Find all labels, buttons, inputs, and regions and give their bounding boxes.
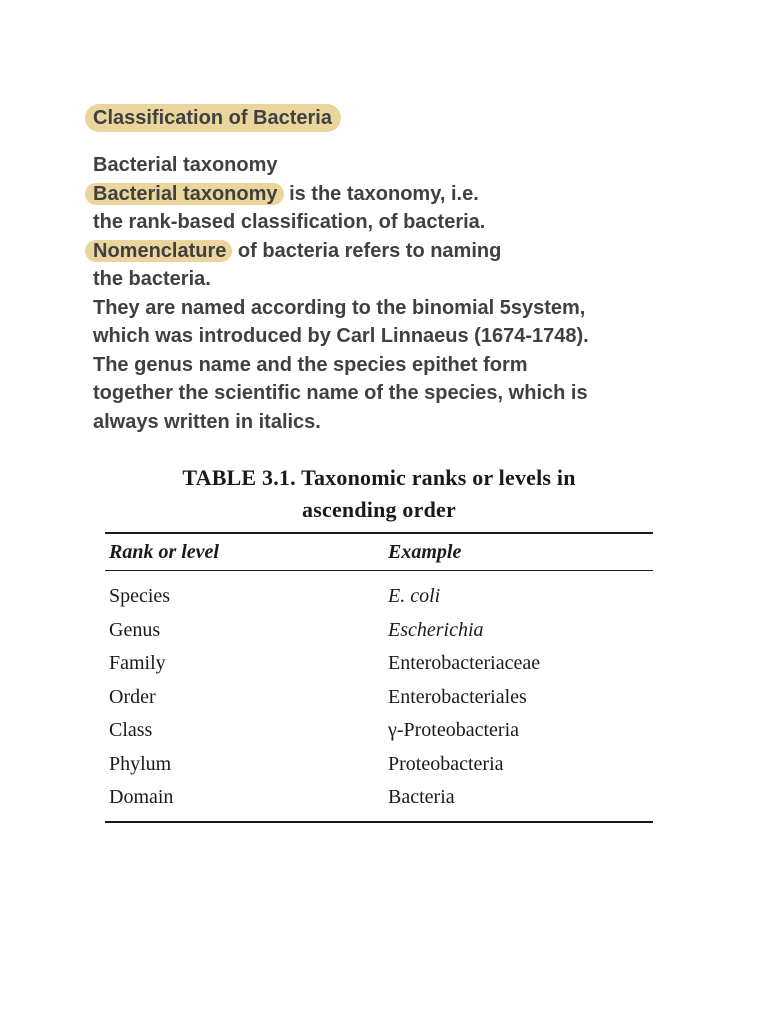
cell-rank: Family [109, 652, 166, 675]
text-span: of bacteria refers to naming [232, 239, 502, 262]
cell-example: Enterobacteriaceae [388, 652, 541, 675]
table-bottom-rule [105, 821, 653, 823]
header-rank: Rank or level [109, 540, 219, 563]
cell-example: Proteobacteria [388, 752, 504, 775]
text-line [93, 237, 589, 266]
cell-example: Enterobacteriales [388, 685, 527, 708]
cell-rank: Genus [109, 618, 161, 641]
cell-example: Bacteria [388, 786, 455, 809]
highlighted-term: Nomenclature [85, 240, 232, 262]
text-line: the bacteria. [93, 268, 211, 290]
highlighted-term: Bacterial taxonomy [85, 183, 284, 205]
table-row [105, 681, 653, 715]
table-body [105, 571, 653, 821]
table-row [105, 748, 653, 782]
text-line: The genus name and the species epithet form [93, 353, 528, 376]
text-line [93, 180, 589, 209]
text-line: always written in italics. [93, 410, 321, 433]
text-span: is the taxonomy, i.e. [283, 182, 479, 205]
text-line: together the scientific name of the species, which is [93, 382, 588, 404]
cell-rank: Species [109, 585, 171, 608]
table-caption [105, 462, 653, 526]
cell-example: γ-Proteobacteria [388, 719, 519, 742]
text-line: the rank-based classification, of bacteria. [93, 211, 486, 233]
table-row [105, 647, 653, 681]
cell-example: E. coli [388, 585, 441, 608]
table-caption-line: TABLE 3.1. Taxonomic ranks or levels in [182, 465, 576, 490]
cell-rank: Order [109, 685, 156, 708]
cell-rank: Phylum [109, 752, 172, 775]
cell-rank: Class [109, 719, 153, 742]
table-row [105, 614, 653, 648]
cell-rank: Domain [109, 786, 174, 809]
header-example: Example [388, 540, 462, 563]
table-caption-line: ascending order [302, 497, 456, 522]
text-line: They are named according to the binomial 5system, [93, 296, 586, 319]
text-line: Bacterial taxonomy [93, 154, 278, 176]
taxonomy-table-figure [105, 462, 653, 823]
table-header-row [105, 534, 653, 570]
intro-paragraph [93, 151, 589, 436]
text-line: which was introduced by Carl Linnaeus (1674-1748). [93, 325, 589, 347]
table-row [105, 714, 653, 748]
table-row [105, 580, 653, 614]
table-row [105, 781, 653, 815]
cell-example: Escherichia [388, 618, 484, 641]
page-title: Classification of Bacteria [85, 104, 341, 132]
